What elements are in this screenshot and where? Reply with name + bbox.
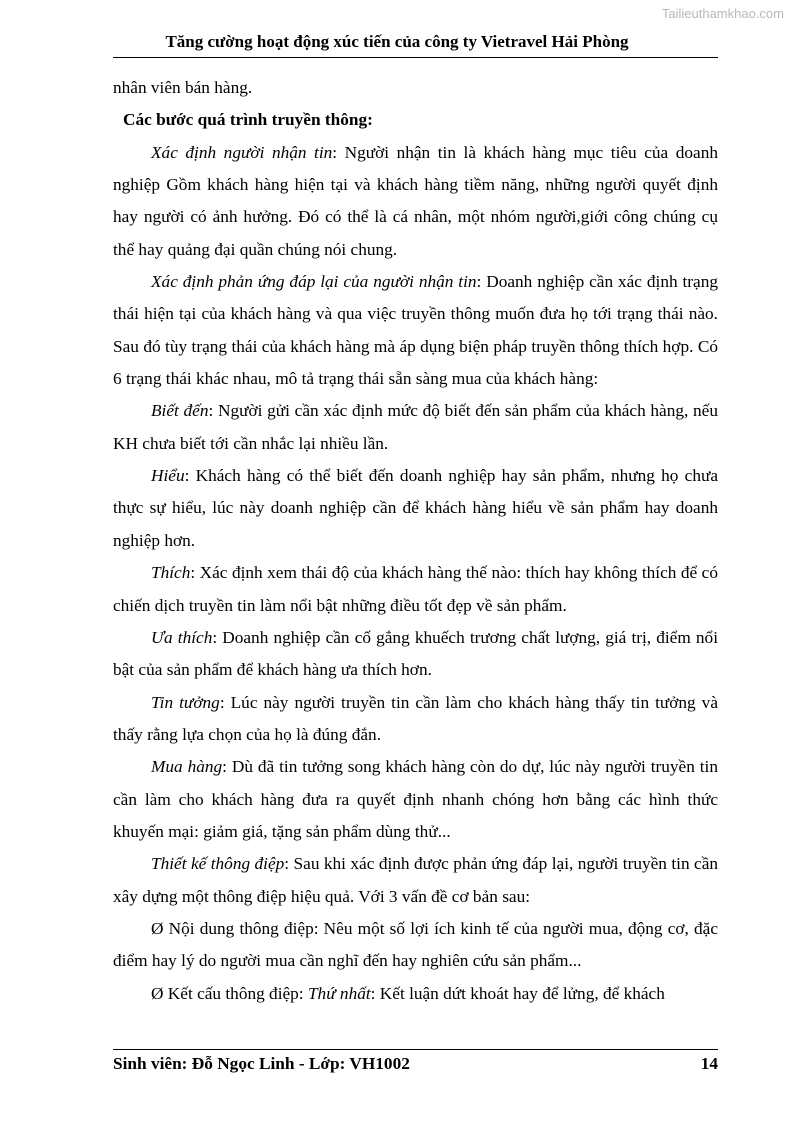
text-preference: : Doanh nghiệp cần cố gắng khuếch trương chất lượng, giá trị, điểm nổi bật của sản phẩm để khách hàng ưa thích hơn. xyxy=(113,627,718,680)
text-message-structure-lead: Ø Kết cấu thông điệp: xyxy=(151,983,308,1003)
section-heading: Các bước quá trình truyền thông: xyxy=(123,110,373,130)
paragraph-message-design xyxy=(113,848,718,913)
text-awareness: : Người gửi cần xác định mức độ biết đến sản phẩm của khách hàng, nếu KH chưa biết tới cần nhắc lại nhiều lần. xyxy=(113,401,718,453)
term-response: Xác định phản ứng đáp lại của người nhận tin xyxy=(151,272,477,292)
paragraph-liking xyxy=(113,557,718,622)
text-message-structure: : Kết luận dứt khoát hay để lửng, để khách xyxy=(370,983,665,1003)
paragraph-continuation: nhân viên bán hàng. xyxy=(113,78,253,97)
term-preference: Ưa thích xyxy=(151,627,213,647)
text-response: : Doanh nghiệp cần xác định trạng thái hiện tại của khách hàng và qua việc truyền thông muốn đưa họ tới trạng thái nào. Sau đó tùy trạng thái của khách hàng mà áp dụng biện pháp truyền thông thích hợp. Có 6 trạng thái khác nhau, mô tả trạng thái sẵn sàng mua của khách hàng: xyxy=(113,272,718,389)
text-recipient: : Người nhận tin là khách hàng mục tiêu của doanh nghiệp Gồm khách hàng hiện tại và khách hàng tiềm năng, những người quyết định hay người có ảnh hưởng. Đó có thể là cá nhân, một nhóm người,giới công chúng cụ thể hay quảng đại quần chúng nói chung. xyxy=(113,142,718,259)
text-message-design: : Sau khi xác định được phản ứng đáp lại, người truyền tin cần xây dựng một thông điệp hiệu quả. Với 3 vấn đề cơ bản sau: xyxy=(113,854,719,906)
term-understanding: Hiểu xyxy=(151,466,185,486)
text-purchase: : Dù đã tin tưởng song khách hàng còn do dự, lúc này người truyền tin cần làm cho khách hàng đưa ra quyết định nhanh chóng hơn bằng các hình thức khuyến mại: giảm giá, tặng sản phẩm dùng thử... xyxy=(113,757,718,841)
paragraph-conviction xyxy=(113,687,718,752)
document-body xyxy=(113,72,718,1010)
footer-rule xyxy=(113,1049,718,1050)
term-liking: Thích xyxy=(151,563,191,583)
text-liking: : Xác định xem thái độ của khách hàng thế nào: thích hay không thích để có chiến dịch truyền tin làm nổi bật những điều tốt đẹp về sản phẩm. xyxy=(113,563,718,615)
term-first: Thứ nhất xyxy=(307,983,371,1003)
text-conviction: : Lúc này người truyền tin cần làm cho khách hàng thấy tin tưởng và thấy rằng lựa chọn của họ là đúng đắn. xyxy=(113,692,718,744)
term-message-design: Thiết kế thông điệp xyxy=(151,854,285,874)
paragraph-response xyxy=(113,266,718,395)
footer-student: Sinh viên: Đỗ Ngọc Linh - Lớp: VH1002 xyxy=(113,1054,410,1073)
page-number: 14 xyxy=(700,1054,718,1073)
paragraph-message-structure xyxy=(113,978,718,1010)
paragraph-recipient xyxy=(113,137,718,266)
paragraph-purchase xyxy=(113,751,718,848)
term-recipient: Xác định người nhận tin xyxy=(151,142,333,162)
paragraph-understanding xyxy=(113,460,718,557)
term-awareness: Biết đến xyxy=(151,401,209,421)
term-purchase: Mua hàng xyxy=(151,757,223,777)
header-rule xyxy=(113,57,718,58)
term-conviction: Tin tưởng xyxy=(151,692,220,712)
text-understanding: : Khách hàng có thể biết đến doanh nghiệp hay sản phẩm, nhưng họ chưa thực sự hiểu, lúc này doanh nghiệp cần để khách hàng hiểu về sản phẩm hay doanh nghiệp hơn. xyxy=(113,466,718,550)
paragraph-message-content: Ø Nội dung thông điệp: Nêu một số lợi ích kinh tế của người mua, động cơ, đặc điểm hay lý do người mua cần nghĩ đến hay nghiên cứu sản phẩm... xyxy=(113,918,718,971)
header-title: Tăng cường hoạt động xúc tiến của công ty Vietravel Hải Phòng xyxy=(165,32,629,51)
paragraph-preference xyxy=(113,622,718,687)
watermark: Tailieuthamkhao.com xyxy=(661,6,784,21)
paragraph-awareness xyxy=(113,395,718,460)
